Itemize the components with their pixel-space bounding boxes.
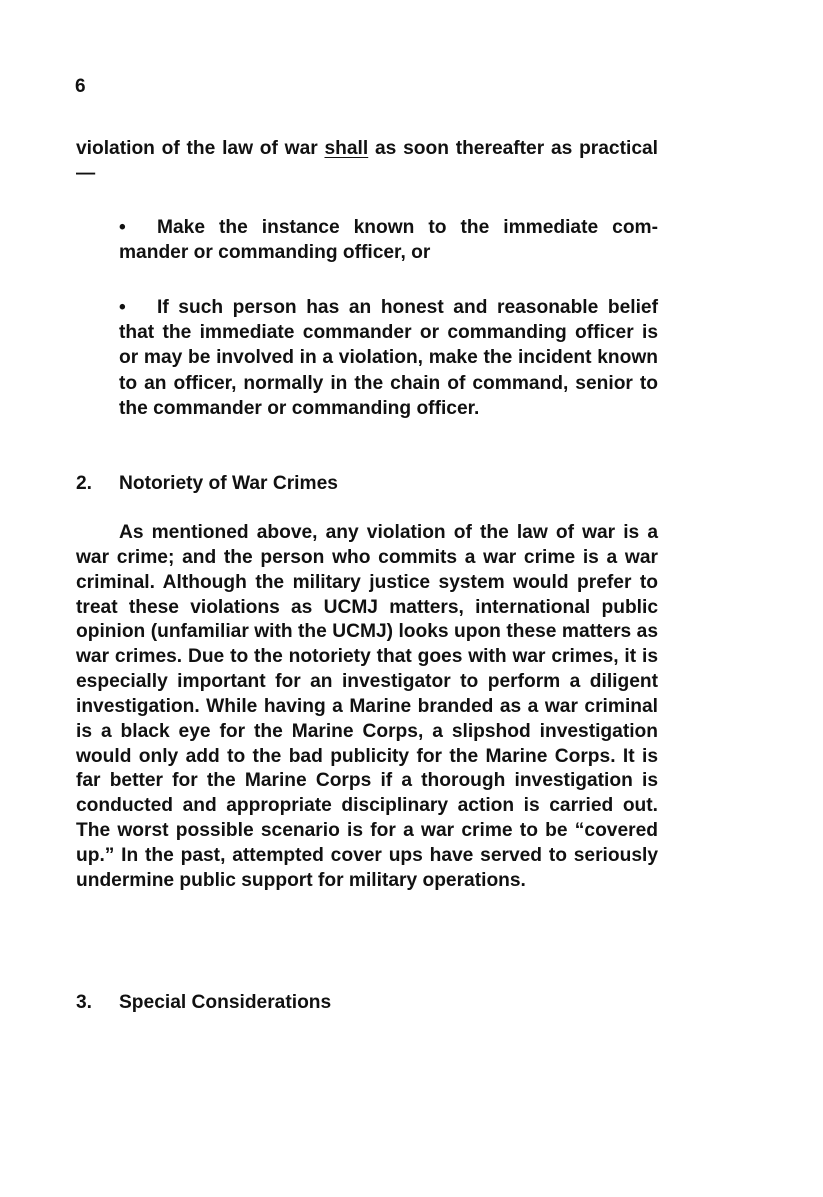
notoriety-paragraph: As mentioned above, any violation of the law of war is a war crime; and the person who commits a war crime is a war criminal. Although the military justice system would prefer to treat these violations as UCMJ matters, international public opinion (unfamiliar with the UCMJ) looks upon these matters as war crimes. Due to the notoriety that goes with war crimes, it is especially important for an investigator to perform a diligent investigation. While having a Marine branded as a war criminal is a black eye for the Marine Corps, a slipshod investigation would only add to the bad publicity for the Marine Corps. It is far better for the Marine Corps if a thorough investigation is conducted and appropriate disciplinary action is carried out. The worst possible scenario is for a war crime to be “covered up.” In the past, attempted cover ups have served to seriously undermine public support for military operations. [76,522,658,891]
section-title: Notoriety of War Crimes [119,473,338,494]
bullet-icon: • [119,217,126,238]
intro-text-before: violation of the law of war [76,138,325,159]
section-heading-special-considerations [76,990,331,1015]
section-heading-notoriety [76,471,338,496]
intro-text-after: as soon thereafter as practical— [76,138,658,184]
section-number: 2. [76,473,93,494]
bullet-item-notify-senior-officer [119,295,658,421]
page-number: 6 [75,76,86,97]
intro-paragraph [76,136,658,186]
section-title: Special Considerations [119,992,332,1013]
intro-emphasis: shall [324,138,369,159]
bullet-item-notify-commander [119,215,658,265]
bullet-icon: • [119,297,126,318]
bullet-text: If such person has an honest and reasonable belief that the immediate commander or commanding officer is or may be involved in a violation, make the incident known to an officer, normally in the chain of command, senior to the commander or commanding officer. [119,297,658,419]
bullet-text: Make the instance known to the immediate commander or commanding officer, or [119,217,658,264]
section-number: 3. [76,992,93,1013]
